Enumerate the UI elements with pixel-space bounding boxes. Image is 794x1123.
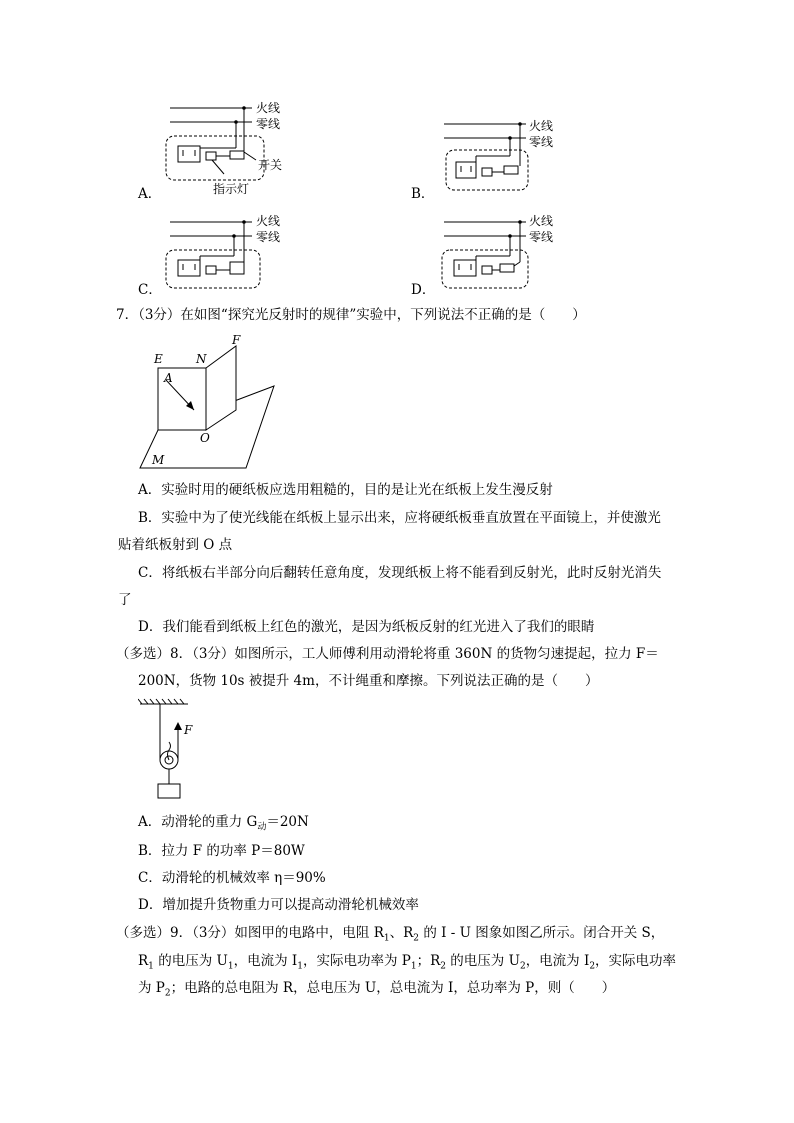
q8-option-a [138,812,309,838]
q6-c-live-wire-label: 火线 [256,214,281,228]
q6-d-neutral-wire-label: 零线 [529,230,554,244]
q9-l2-f: 的电压为 U [445,953,520,969]
q7-label-e: E [154,352,163,366]
q9-l2-c: ，电流为 I [233,953,298,969]
q9-l1-sub1: 1 [383,933,390,944]
q9-l2-s4: 1 [410,961,417,972]
q8-stem-line2: 200N，货物 10s 被提升 4m，不计绳重和摩擦。下列说法正确的是（ ） [138,673,599,689]
q7-label-a: A [164,371,173,385]
q7-label-n: N [196,352,207,366]
q6-b-neutral-wire-label: 零线 [529,135,554,149]
q8-option-d: D．增加提升货物重力可以提高动滑轮机械效率 [138,897,419,913]
q6-option-c-figure [160,210,270,296]
q9-l2-s6: 2 [519,961,526,972]
q8-pulley-svg [138,698,208,802]
q7-option-b: B．实验中为了使光线能在纸板上显示出来，应将硬纸板垂直放置在平面镜上，并使激光 [138,510,661,526]
q9-l1-c: 的 I - U 图象如图乙所示。闭合开关 S， [419,925,665,941]
q6-option-b-label: B． [411,186,435,202]
q6-b-live-wire-label: 火线 [529,119,554,133]
q9-l2-d: ，实际电功率为 P [302,953,411,969]
q6-option-d-label: D． [411,282,436,298]
q6-option-c-label: C． [138,282,162,298]
q7-label-m: M [152,453,165,467]
q8-option-c: C．动滑轮的机械效率 η＝90% [138,870,326,886]
q6-c-circuit [160,210,270,296]
q9-l3-b: ；电路的总电阻为 R，总电压为 U，总电流为 I，总功率为 P，则（ ） [170,980,616,996]
q8-force-label: F [184,723,193,737]
q6-a-live-wire-label: 火线 [256,101,281,115]
q6-option-a-label: A． [138,186,162,202]
q8-option-a-suffix: ＝20N [266,814,309,830]
q9-l3-a: 为 P [138,980,165,996]
q7-stem: 7．（3分）在如图“探究光反射时的规律”实验中，下列说法不正确的是（ ） [116,307,586,323]
q6-d-live-wire-label: 火线 [529,214,554,228]
q9-l2-s2: 1 [227,961,234,972]
q8-option-a-prefix: A．动滑轮的重力 G [138,814,258,830]
q9-l2-s3: 1 [297,961,303,972]
q9-stem-line2 [138,951,676,977]
q7-reflection-figure [136,330,286,475]
q9-l2-a: R [138,953,149,969]
q9-l2-s1: 1 [148,961,154,972]
q6-b-circuit [440,114,540,200]
q9-l2-s5: 2 [440,961,446,972]
q7-option-b-cont: 贴着纸板射到 O 点 [118,537,233,553]
q8-option-b: B．拉力 F 的功率 P＝80W [138,843,305,859]
q6-option-b-figure [440,114,540,200]
q7-label-o: O [200,431,210,445]
q8-stem-line1: （多选）8．（3分）如图所示，工人师傅利用动滑轮将重 360N 的货物匀速提起，拉力 F＝ [116,646,659,662]
q9-l1-b: 、R [389,925,414,941]
q6-d-circuit [436,210,536,296]
q9-l1-a: （多选）9．（3分）如图甲的电路中，电阻 R [116,925,384,941]
q6-a-switch-label: 开关 [258,158,283,172]
q6-option-d-figure [436,210,536,296]
q8-pulley-figure [138,698,208,802]
q7-figure-svg [136,330,286,475]
q7-label-f: F [232,333,241,347]
q9-l1-sub2: 2 [413,933,420,944]
q7-option-c: C．将纸板右半部分向后翻转任意角度，发现纸板上将不能看到反射光，此时反射光消失 [138,565,662,581]
q7-option-c-cont: 了 [118,592,132,608]
q8-option-a-sub: 动 [257,822,267,833]
q6-a-neutral-wire-label: 零线 [256,117,281,131]
q9-l2-g: ，电流为 I [525,953,590,969]
q9-l2-s7: 2 [589,961,596,972]
q9-l3-s1: 2 [164,988,171,999]
q7-option-d: D．我们能看到纸板上红色的激光，是因为纸板反射的红光进入了我们的眼睛 [138,619,595,635]
q9-l2-h: ，实际电功率 [595,953,677,969]
q9-l2-e: ；R [416,953,441,969]
q9-stem-line3 [138,978,615,1004]
q7-option-a: A．实验时用的硬纸板应选用粗糙的，目的是让光在纸板上发生漫反射 [138,482,553,498]
q9-l2-b: 的电压为 U [153,953,228,969]
q6-a-indicator-label: 指示灯 [213,182,250,196]
q6-c-neutral-wire-label: 零线 [256,230,281,244]
q9-stem-line1 [116,923,664,949]
